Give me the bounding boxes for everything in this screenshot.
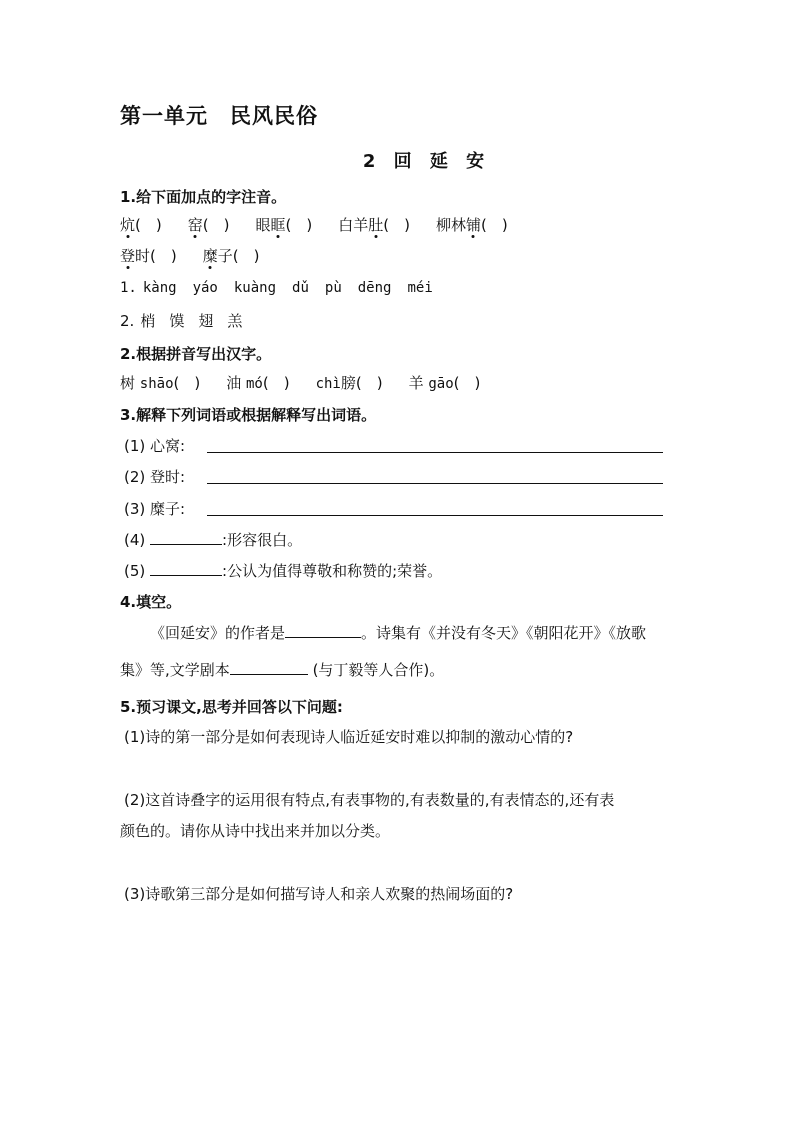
pinyin-option: kuàng xyxy=(233,280,277,296)
q4-heading: 4.填空。 xyxy=(120,593,182,611)
char-option: 馍 xyxy=(169,312,185,330)
answer-blank[interactable] xyxy=(285,637,361,638)
pinyin-option: dēng xyxy=(357,280,392,296)
answer-blank[interactable] xyxy=(150,575,222,576)
q3-item-3: (3) 糜子: xyxy=(124,500,186,518)
pinyin-option: dǔ xyxy=(292,280,309,296)
answer-line[interactable] xyxy=(207,515,663,516)
option-label: 1. xyxy=(120,280,137,296)
q1-row1 xyxy=(120,214,534,235)
q1-item: 炕( ) xyxy=(120,216,162,234)
q3-heading: 3.解释下列词语或根据解释写出词语。 xyxy=(120,406,377,424)
pinyin-option: yáo xyxy=(192,280,218,296)
answer-blank[interactable] xyxy=(150,544,222,545)
q2-row xyxy=(120,372,506,393)
unit-title: 第一单元 民风民俗 xyxy=(120,104,318,128)
char-option: 梢 xyxy=(140,312,156,330)
pinyin-option: méi xyxy=(407,280,433,296)
answer-line[interactable] xyxy=(207,452,663,453)
q2-heading: 2.根据拼音写出汉字。 xyxy=(120,345,272,363)
q1-item: 白羊肚( ) xyxy=(338,216,410,234)
lesson-title: 2 回 延 安 xyxy=(362,151,491,172)
q4-line2: 集》等,文学剧本 (与丁毅等人合作)。 xyxy=(120,661,445,679)
pinyin-option: kàng xyxy=(142,280,177,296)
q2-item: chì膀( ) xyxy=(315,374,383,392)
char-options xyxy=(120,310,256,331)
answer-line[interactable] xyxy=(207,483,663,484)
pinyin-option: pù xyxy=(324,280,342,296)
q5-question-1: (1)诗的第一部分是如何表现诗人临近延安时难以抑制的激动心情的? xyxy=(124,728,574,746)
q1-item: 眼眶( ) xyxy=(255,216,313,234)
q1-row2 xyxy=(120,245,285,266)
q5-heading: 5.预习课文,思考并回答以下问题: xyxy=(120,698,343,716)
q1-item: 登时( ) xyxy=(120,247,177,265)
q3-item-2: (2) 登时: xyxy=(124,468,186,486)
q4-line1: 《回延安》的作者是 。诗集有《并没有冬天》《朝阳花开》《放歌 xyxy=(150,624,647,642)
q2-item: 树 shāo( ) xyxy=(120,374,201,392)
q5-question-3: (3)诗歌第三部分是如何描写诗人和亲人欢聚的热闹场面的? xyxy=(124,885,514,903)
q1-heading: 1.给下面加点的字注音。 xyxy=(120,188,287,206)
char-option: 羔 xyxy=(227,312,243,330)
q3-item-4: (4) :形容很白。 xyxy=(124,531,303,549)
q5-question-2-line1: (2)这首诗叠字的运用很有特点,有表事物的,有表数量的,有表情态的,还有表 xyxy=(124,791,615,809)
pinyin-options xyxy=(120,280,449,296)
option-label: 2. xyxy=(120,312,135,330)
q5-question-2-line2: 颜色的。请你从诗中找出来并加以分类。 xyxy=(120,822,391,840)
q3-item-5: (5) :公认为值得尊敬和称赞的;荣誉。 xyxy=(124,562,443,580)
q2-item: 羊 gāo( ) xyxy=(408,374,481,392)
q1-item: 柳林铺( ) xyxy=(435,216,508,234)
q2-item: 油 mó( ) xyxy=(226,374,290,392)
q1-item: 糜子( ) xyxy=(202,247,260,265)
answer-blank[interactable] xyxy=(230,674,308,675)
char-option: 翅 xyxy=(198,312,214,330)
q3-item-1: (1) 心窝: xyxy=(124,437,186,455)
q1-item: 窑( ) xyxy=(187,216,230,234)
